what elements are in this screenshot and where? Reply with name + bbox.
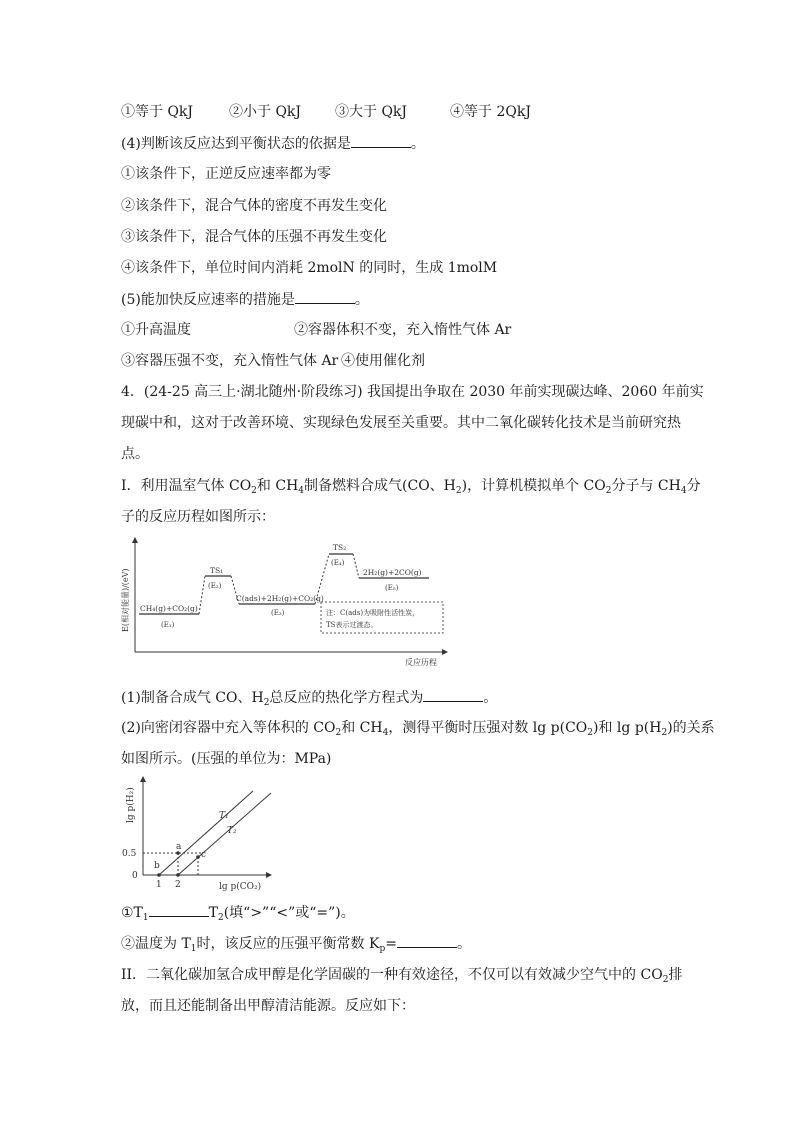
stem-text: (5)能加快反应速率的措施是 <box>121 292 295 308</box>
x-tick-1: 1 <box>156 880 162 890</box>
subq-2-2: ②温度为 $T_1$时，该反应的压强平衡常数 $K_p=$ 。 <box>121 933 471 954</box>
q4-option-1: ①该条件下，正逆反应速率都为零 <box>121 166 331 182</box>
part1-line-1: I．利用温室气体 $CO_2$和 $CH_4$制备燃料合成气(CO、$H_2$)，计算机模拟单个 $CO_2$分子与 $CH_4$分 <box>121 478 701 496</box>
stem-end: 。 <box>410 136 425 152</box>
q4-intro-line-2: 现碳中和，这对于改善环境、实现绿色发展至关重要。其中二氧化碳转化技术是当前研究热 <box>121 415 681 431</box>
state-5-label: 2H₂(g)+2CO(g) <box>363 568 422 577</box>
question-4-stem <box>121 133 425 154</box>
prev-option-3: ③大于 QkJ <box>335 104 408 120</box>
subq-2-1: $①T_1$ $T_2$(填“>”“<”或“=”)。 <box>121 902 355 923</box>
q4-option-3: ③该条件下，混合气体的压强不再发生变化 <box>121 229 387 245</box>
subq-1: (1)制备合成气 CO、$H_2$总反应的热化学方程式为 。 <box>121 687 497 708</box>
state-2-label: TS₁ <box>210 566 224 575</box>
answer-blank[interactable] <box>397 933 457 948</box>
q4-intro-line-1: 4．(24-25 高三上·湖北随州·阶段练习) 我国提出争取在 2030 年前实现碳达峰、2060 年前实 <box>121 384 704 400</box>
x-tick-2: 2 <box>175 880 181 890</box>
part2-line-1: II．二氧化碳加氢合成甲醇是化学固碳的一种有效途径，不仅可以有效减少空气中的 $CO_2$排 <box>121 967 683 985</box>
answer-blank[interactable] <box>423 687 483 702</box>
q5-option-2: ②容器体积不变，充入惰性气体 Ar <box>294 322 512 338</box>
stem-text: (4)判断该反应达到平衡状态的依据是 <box>121 136 351 152</box>
line-t2 <box>178 793 271 875</box>
note-line-1: 注：C(ads)为吸附性活性炭， <box>326 609 420 617</box>
part2-line-2: 放，而且还能制备出甲醇清洁能源。反应如下： <box>121 998 415 1014</box>
point-b: b <box>154 861 160 871</box>
q5-option-1: ①升高温度 <box>121 322 191 338</box>
prev-option-2: ②小于 QkJ <box>229 104 302 120</box>
state-1-energy: (E₁) <box>161 621 175 629</box>
q4-option-2: ②该条件下，混合气体的密度不再发生变化 <box>121 198 387 214</box>
prev-option-4: ④等于 2QkJ <box>450 104 531 120</box>
point-c: c <box>201 850 207 860</box>
q4-intro-line-3: 点。 <box>121 446 149 462</box>
energy-profile-diagram <box>115 534 455 670</box>
part1-line-2: 子的反应历程如图所示： <box>121 509 275 525</box>
state-1-label: CH₄(g)+CO₂(g) <box>140 604 198 613</box>
state-5-energy: (E₅) <box>385 584 399 592</box>
answer-blank[interactable] <box>149 902 209 917</box>
answer-blank[interactable] <box>351 133 411 148</box>
lg-pressure-chart <box>121 773 281 893</box>
state-4-label: TS₂ <box>333 543 347 552</box>
question-5-stem <box>121 289 369 310</box>
note-line-2: TS表示过渡态。 <box>326 621 378 629</box>
q4-option-4: ④该条件下，单位时间内消耗 2molN 的同时，生成 1molM <box>121 260 498 276</box>
x-axis-label: lg p(CO₂) <box>219 882 262 892</box>
stem-end: 。 <box>354 292 369 308</box>
label-t1: T₁ <box>219 811 229 821</box>
q5-option-4: ④使用催化剂 <box>341 353 425 369</box>
y-tick-0: 0 <box>132 871 138 881</box>
state-4-energy: (E₄) <box>331 559 345 567</box>
x-axis-label: 反应历程 <box>405 658 437 667</box>
point-a: a <box>176 842 182 852</box>
prev-option-1: ①等于 QkJ <box>121 104 194 120</box>
q5-option-3: ③容器压强不变，充入惰性气体 Ar <box>121 353 339 369</box>
line-t1 <box>159 791 253 875</box>
y-axis-label: lg p(H₂) <box>126 787 136 823</box>
state-3-label: C(ads)+2H₂(g)+CO₂(g) <box>236 594 324 603</box>
state-3-energy: (E₃) <box>271 609 285 617</box>
state-2-energy: (E₂) <box>208 582 222 590</box>
subq-2-line-2: 如图所示。(压强的单位为：MPa) <box>121 751 332 767</box>
answer-blank[interactable] <box>295 289 355 304</box>
y-axis-label: E(相对能量)/(eV) <box>121 568 130 632</box>
subq-2-line-1: (2)向密闭容器中充入等体积的 $CO_2$和 $CH_4$，测得平衡时压强对数 $\lg p(CO_2)$和 $\lg p(H_2)$的关系 <box>121 720 715 738</box>
y-tick-05: 0.5 <box>122 849 137 859</box>
label-t2: T₂ <box>227 826 237 836</box>
